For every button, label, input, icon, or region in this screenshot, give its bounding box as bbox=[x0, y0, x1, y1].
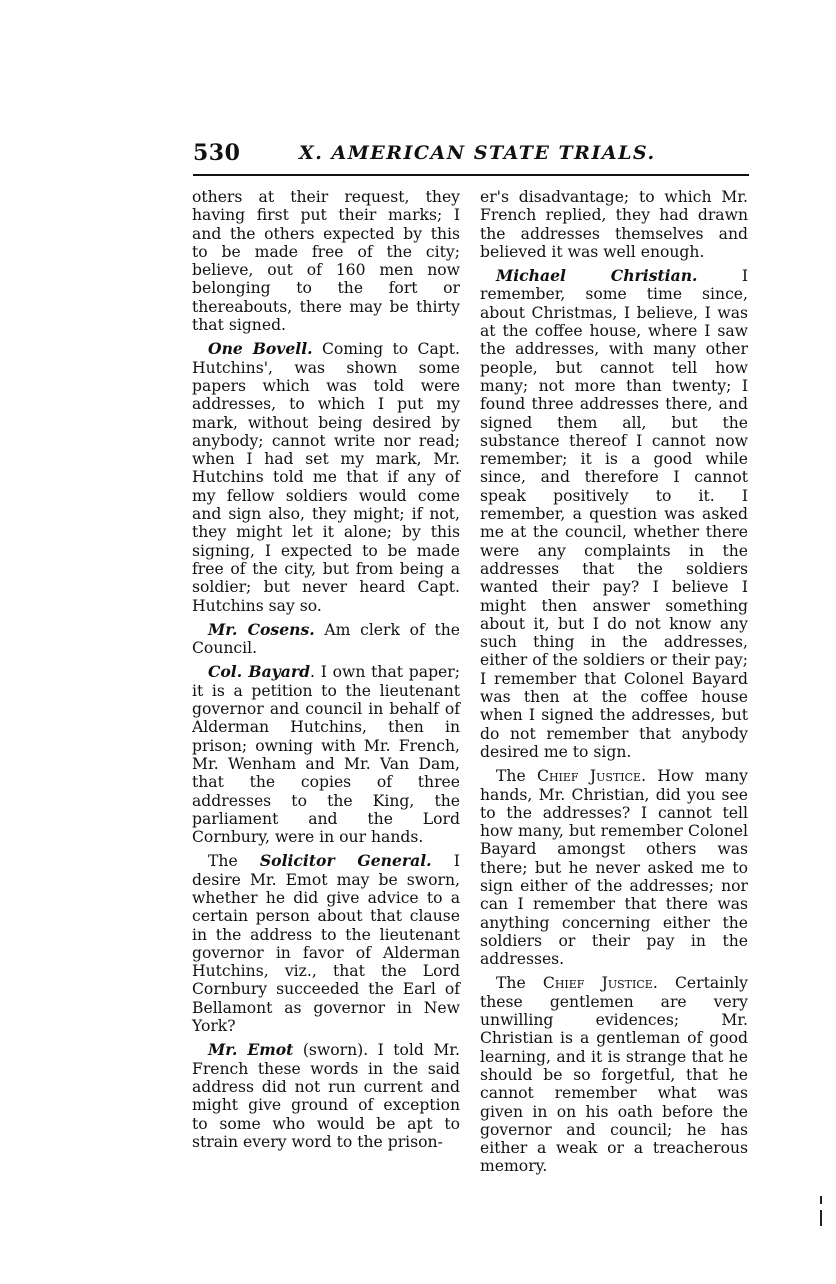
page-number: 530 bbox=[193, 140, 241, 166]
paragraph-text: Certainly these gentlemen are very unwilling evidences; Mr. Christian is a gentleman of good learning, and it is strange that he should be so forgetful, that he cannot remember what was given in on his oath before the governor and council; he has either a weak or a treacherous memory. bbox=[480, 974, 748, 1176]
paragraph bbox=[192, 663, 460, 846]
paragraph-text: How many hands, Mr. Christian, did you see to the addresses? I cannot tell how many, but remember Colonel Bayard amongst others was there; but he never asked me to sign either of the addresses; nor can I remember that there was anything concerning either the soldiers or their pay in the addresses. bbox=[480, 767, 748, 969]
right-column bbox=[480, 188, 748, 1182]
paragraph bbox=[192, 621, 460, 658]
paragraph-text: . I own that paper; it is a petition to the lieutenant governor and council in behalf of Alderman Hutchins, then in prison; owning with Mr. French, Mr. Wenham and Mr. Van Dam, that the copies of three addresses to the King, the parliament and the Lord Cornbury, were in our hands. bbox=[192, 663, 460, 847]
paragraph-text: I desire Mr. Emot may be sworn, whether he did give advice to a certain person about that clause in the address to the lieutenant governor in favor of Alderman Hutchins, viz., that the Lord Cornbury succeeded the Earl of Bellamont as governor in New York? bbox=[192, 852, 460, 1036]
paragraph bbox=[192, 1041, 460, 1151]
scan-margin-mark bbox=[820, 1210, 822, 1226]
paragraph-text: Coming to Capt. Hutchins', was shown some papers which was told were addresses, to which I put my mark, without being desired by anybody; cannot write nor read; when I had set my mark, Mr. Hutchins told me that if any of my fellow soldiers would come and sign also, they might; if not, they might let it alone; by this signing, I expected to be made free of the city, but from being a soldier; but never heard Capt. Hutchins say so. bbox=[192, 340, 460, 615]
speaker-name: Col. Bayard bbox=[208, 662, 310, 682]
paragraph bbox=[192, 188, 460, 334]
speaker-name: Mr. Cosens. bbox=[208, 619, 315, 639]
paragraph bbox=[480, 267, 748, 761]
paragraph bbox=[192, 852, 460, 1035]
paragraph-text: I remember, some time since, about Christmas, I believe, I was at the coffee house, where I saw the addresses, with many other people, but cannot tell how many; not more than twenty; I found three addresses there, and signed them all, but the substance thereof I cannot now remember; it is a good while since, and therefore I cannot speak positively to it. I remember, a question was asked me at the council, whether there were any complaints in the addresses that the soldiers wanted their pay? I believe I might then answer something about it, but I do not know any such thing in the addresses, either of the soldiers or their pay; I remember that Colonel Bayard was then at the coffee house when I signed the addresses, but do not remember that anybody desired me to sign. bbox=[480, 267, 748, 761]
speaker-name: Michael Christian. bbox=[496, 266, 698, 286]
paragraph bbox=[480, 188, 748, 261]
speaker-name: Chief Justice. bbox=[542, 974, 658, 993]
paragraph bbox=[480, 974, 748, 1175]
paragraph bbox=[192, 340, 460, 614]
running-title: X. AMERICAN STATE TRIALS. bbox=[299, 142, 656, 164]
paragraph bbox=[480, 767, 748, 968]
speaker-name: One Bovell. bbox=[208, 339, 313, 359]
paragraph-text: Am clerk of the Council. bbox=[192, 620, 460, 658]
paragraph-text: er's disadvantage; to which Mr. French replied, they had drawn the addresses themselves and believed it was well enough. bbox=[480, 188, 748, 261]
header-rule bbox=[193, 174, 749, 176]
running-header bbox=[193, 140, 749, 170]
speaker-prefix: The bbox=[496, 974, 543, 993]
paragraph-text: others at their request, they having first put their marks; I and the others expected by this to be made free of the city; believe, out of 160 men now belonging to the fort or thereabouts, there may be thirty that signed. bbox=[192, 188, 460, 335]
paragraph-text: (sworn). I told Mr. French these words in the said address did not run current and might give ground of exception to some who would be apt to strain every word to the prison- bbox=[192, 1041, 460, 1151]
left-column bbox=[192, 188, 460, 1157]
speaker-name: Solicitor General. bbox=[259, 851, 432, 871]
speaker-prefix: The bbox=[496, 767, 538, 786]
speaker-prefix: The bbox=[208, 852, 260, 871]
speaker-name: Chief Justice. bbox=[537, 767, 647, 786]
speaker-name: Mr. Emot bbox=[208, 1040, 294, 1060]
scan-margin-mark bbox=[820, 1196, 822, 1204]
